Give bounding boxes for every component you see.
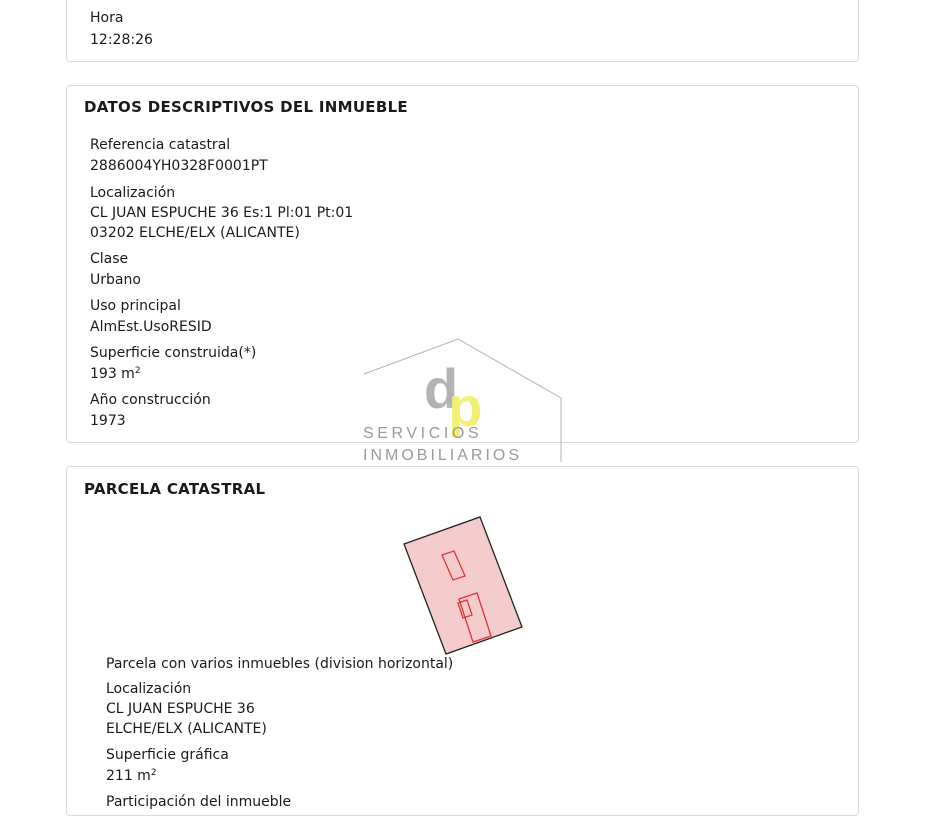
superficie-grafica-number: 211 m — [106, 768, 151, 784]
parcel-outline — [404, 517, 522, 654]
superficie-construida-label: Superficie construida(*) — [90, 345, 257, 361]
parcel-map — [398, 514, 528, 656]
anio-label: Año construcción — [90, 392, 211, 408]
watermark-line1: SERVICIOS — [363, 425, 483, 442]
uso-value: AlmEst.UsoRESID — [90, 319, 212, 335]
parcela-localizacion-field — [106, 679, 267, 739]
parcela-localizacion-line1: CL JUAN ESPUCHE 36 — [106, 701, 255, 717]
datos-descriptivos-card — [66, 85, 859, 443]
superficie-construida-field — [90, 343, 256, 384]
superficie-grafica-exponent: 2 — [150, 768, 157, 778]
clase-field — [90, 249, 141, 290]
uso-field — [90, 296, 212, 337]
watermark-line2: INMOBILIARIOS — [363, 447, 523, 464]
parcela-localizacion-line2: ELCHE/ELX (ALICANTE) — [106, 721, 267, 737]
localizacion-line2: 03202 ELCHE/ELX (ALICANTE) — [90, 225, 300, 241]
superficie-construida-value — [90, 364, 256, 384]
superficie-construida-number: 193 m — [90, 366, 135, 382]
referencia-field — [90, 135, 268, 176]
participacion-label: Participación del inmueble — [106, 794, 292, 810]
superficie-grafica-field — [106, 745, 229, 786]
superficie-grafica-value — [106, 766, 229, 786]
hora-label: Hora — [90, 10, 124, 26]
localizacion-label: Localización — [90, 185, 176, 201]
clase-value: Urbano — [90, 272, 141, 288]
referencia-label: Referencia catastral — [90, 137, 231, 153]
superficie-grafica-label: Superficie gráfica — [106, 747, 229, 763]
uso-label: Uso principal — [90, 298, 181, 314]
parcela-localizacion-label: Localización — [106, 681, 192, 697]
watermark-letter-d: dp — [424, 357, 473, 438]
parcela-catastral-title: PARCELA CATASTRAL — [84, 480, 266, 498]
anio-field — [90, 390, 211, 431]
hora-field — [90, 8, 153, 50]
time-card — [66, 0, 859, 62]
clase-label: Clase — [90, 251, 129, 267]
anio-value: 1973 — [90, 413, 126, 429]
localizacion-line1: CL JUAN ESPUCHE 36 Es:1 Pl:01 Pt:01 — [90, 205, 354, 221]
superficie-construida-exponent: 2 — [134, 366, 141, 376]
hora-value: 12:28:26 — [90, 32, 153, 48]
datos-descriptivos-title: DATOS DESCRIPTIVOS DEL INMUEBLE — [84, 98, 408, 116]
referencia-value: 2886004YH0328F0001PT — [90, 158, 268, 174]
parcela-tipo-text: Parcela con varios inmuebles (division horizontal) — [106, 656, 454, 672]
localizacion-field — [90, 183, 353, 243]
parcela-tipo — [106, 654, 453, 674]
participacion-field — [106, 792, 291, 812]
